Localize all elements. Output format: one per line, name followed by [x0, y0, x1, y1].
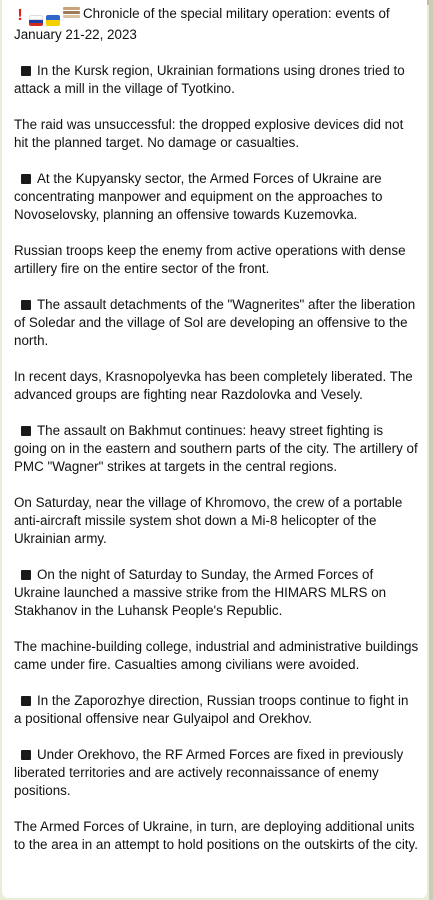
post-paragraph: [14, 494, 419, 548]
post-paragraph: [14, 368, 419, 404]
post-header: [14, 5, 419, 44]
paragraph-text: On the night of Saturday to Sunday, the Armed Forces of Ukraine launched a massive strike from the HIMARS MLRS on Stakhanov in the Luhansk People's Republic.: [14, 567, 387, 618]
post-paragraph: [14, 638, 419, 674]
paragraph-text: The Armed Forces of Ukraine, in turn, are deploying additional units to the area in an attempt to hold positions on the outskirts of the city.: [14, 819, 418, 852]
post-paragraph: [14, 116, 419, 152]
paragraph-text: In recent days, Krasnopolyevka has been completely liberated. The advanced groups are fighting near Razdolovka and Vesely.: [14, 369, 413, 402]
post-body: [14, 62, 419, 854]
bullet-square-icon: [21, 696, 31, 706]
russia-flag-icon: [29, 15, 43, 26]
post-paragraph: [14, 170, 419, 224]
paragraph-text: Russian troops keep the enemy from active operations with dense artillery fire on the entire sector of the front.: [14, 243, 406, 276]
bullet-square-icon: [21, 300, 31, 310]
scrollbar[interactable]: [429, 0, 433, 900]
paragraph-text: On Saturday, near the village of Khromovo, the crew of a portable anti-aircraft missile system shot down a Mi-8 helicopter of the Ukrainian army.: [14, 495, 403, 546]
post-paragraph: [14, 422, 419, 476]
paragraph-text: In the Zaporozhye direction, Russian troops continue to fight in a positional offensive near Gulyaipol and Orekhov.: [14, 693, 409, 726]
post-paragraph: [14, 692, 419, 728]
bullet-square-icon: [21, 750, 31, 760]
paragraph-text: The raid was unsuccessful: the dropped explosive devices did not hit the planned target. No damage or casualties.: [14, 117, 404, 150]
post-title: Chronicle of the special military operation: events of January 21-22, 2023: [14, 6, 390, 42]
bullet-square-icon: [21, 426, 31, 436]
ukraine-flag-icon: [46, 15, 60, 26]
bullet-square-icon: [21, 66, 31, 76]
paragraph-text: In the Kursk region, Ukrainian formations using drones tried to attack a mill in the village of Tyotkino.: [14, 63, 405, 96]
paragraph-text: The machine-building college, industrial and administrative buildings came under fire. Casualties among civilians were avoided.: [14, 639, 419, 672]
paragraph-text: Under Orekhovo, the RF Armed Forces are fixed in previously liberated territories and are actively reconnaissance of enemy positions.: [14, 747, 404, 798]
paragraph-text: At the Kupyansky sector, the Armed Forces of Ukraine are concentrating manpower and equipment on the approaches to Novoselovsky, planning an offensive towards Kuzemovka.: [14, 171, 383, 222]
paragraph-text: The assault on Bakhmut continues: heavy street fighting is going on in the eastern and southern parts of the city. The artillery of PMC "Wagner" strikes at targets in the central regions.: [14, 423, 418, 474]
post-paragraph: [14, 746, 419, 800]
message-bubble: [2, 0, 427, 898]
books-icon: [63, 7, 80, 20]
post-paragraph: [14, 242, 419, 278]
post-paragraph: [14, 62, 419, 98]
paragraph-text: The assault detachments of the "Wagnerites" after the liberation of Soledar and the village of Sol are developing an offensive to the north.: [14, 297, 416, 348]
exclamation-icon: !: [17, 7, 23, 24]
bullet-square-icon: [21, 570, 31, 580]
post-paragraph: [14, 566, 419, 620]
post-paragraph: [14, 818, 419, 854]
bullet-square-icon: [21, 174, 31, 184]
post-paragraph: [14, 296, 419, 350]
